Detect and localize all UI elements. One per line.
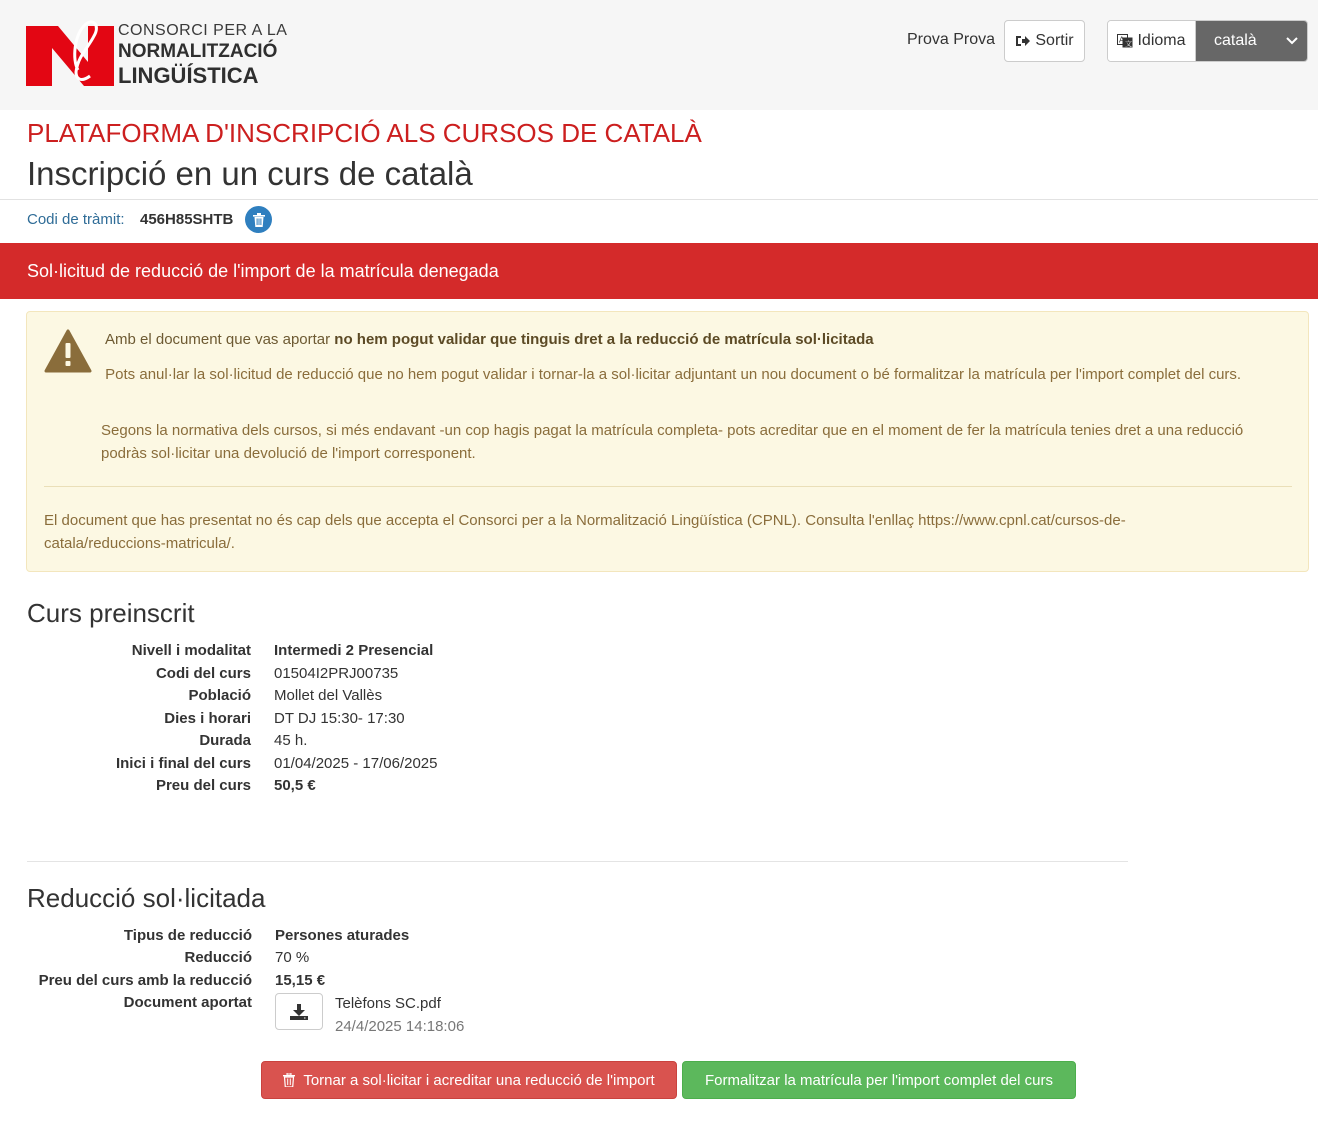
logo-line-2: NORMALITZACIÓ [118, 41, 278, 62]
download-document-button[interactable] [275, 993, 323, 1030]
reduction-key: Document aportat [123, 994, 252, 1011]
language-icon [1117, 33, 1133, 49]
reduction-value: Persones aturades [275, 927, 410, 944]
reduction-row-percent [0, 949, 600, 971]
retry-reduction-button[interactable] [261, 1061, 677, 1099]
section-divider [27, 861, 1128, 862]
document-name: Telèfons SC.pdf [335, 995, 441, 1012]
course-key: Nivell i modalitat [131, 642, 251, 659]
cpnl-logo[interactable] [26, 20, 286, 88]
page-title: Inscripció en un curs de català [27, 155, 473, 192]
formalize-enrollment-label: Formalitzar la matrícula per l'import complet del curs [705, 1071, 1053, 1089]
course-key: Preu del curs [155, 777, 251, 794]
trash-icon [283, 1073, 295, 1087]
formalize-enrollment-button[interactable] [682, 1061, 1076, 1099]
warning-paragraph-refund: Segons la normativa dels cursos, si més endavant -un cop hagis pagat la matrícula completa- pots acreditar que en el moment de fer la matrícula tenies dret a una reducció podràs sol·licitar una devolució de l'import corresponent. [101, 422, 1244, 462]
warning-paragraph-document: El document que has presentat no és cap dels que accepta el Consorci per a la Normalització Lingüística (CPNL). Consulta l'enllaç https://www.cpnl.cat/cursos-de-catala/reduccions-matricula/. [44, 512, 1126, 552]
course-key: Codi del curs [155, 665, 251, 682]
warning-main-bold: no hem pogut validar que tinguis dret a la reducció de matrícula sol·licitada [334, 331, 874, 348]
retry-reduction-label: Tornar a sol·licitar i acreditar una reducció de l'import [303, 1071, 655, 1089]
reduction-key: Preu del curs amb la reducció [38, 972, 252, 989]
logout-button[interactable] [1004, 20, 1085, 62]
course-row-schedule [0, 710, 600, 732]
course-value: 01/04/2025 - 17/06/2025 [274, 755, 438, 772]
warning-main-prefix: Amb el document que vas aportar [105, 331, 331, 348]
language-selected: català [1214, 32, 1257, 49]
platform-title: PLATAFORMA D'INSCRIPCIÓ ALS CURSOS DE CATALÀ [27, 118, 702, 148]
warning-icon [44, 329, 92, 373]
course-key: Durada [199, 732, 251, 749]
reduction-row-type [0, 927, 600, 949]
course-row-level [0, 642, 600, 664]
download-icon [290, 1004, 308, 1020]
user-name: Prova Prova [907, 31, 996, 48]
sign-out-icon [1015, 34, 1030, 48]
course-value: DT DJ 15:30- 17:30 [274, 710, 405, 727]
logo-line-1: CONSORCI PER A LA [118, 22, 288, 39]
language-selector [1107, 20, 1308, 62]
course-key: Inici i final del curs [115, 755, 251, 772]
header-bar [0, 0, 1318, 110]
logout-label: Sortir [1035, 32, 1074, 49]
course-value: 50,5 € [274, 777, 316, 794]
course-section-title: Curs preinscrit [27, 598, 195, 628]
course-row-duration [0, 732, 600, 754]
course-key: Població [188, 687, 251, 704]
warning-alert [26, 311, 1309, 572]
reduction-section-title: Reducció sol·licitada [27, 883, 266, 913]
reduction-key: Reducció [184, 949, 252, 966]
reduction-row-price [0, 972, 600, 994]
course-value: Mollet del Vallès [274, 687, 383, 704]
warning-paragraph-cancel [101, 363, 1281, 386]
course-value: 45 h. [274, 732, 308, 749]
cpnl-logo-mark [26, 20, 114, 86]
title-divider [0, 199, 1318, 200]
warning-divider [44, 486, 1292, 487]
language-label-box [1108, 21, 1196, 61]
course-row-price [0, 777, 600, 799]
procedure-code-label: Codi de tràmit: [27, 211, 125, 228]
reduction-value: 70 % [275, 949, 310, 966]
warning-main-text [105, 329, 1285, 351]
logo-line-3: LINGÜÍSTICA [118, 63, 259, 88]
course-row-code [0, 665, 600, 687]
course-value: Intermedi 2 Presencial [274, 642, 434, 659]
trash-icon [253, 213, 265, 227]
reduction-value: 15,15 € [275, 972, 326, 989]
course-value: 01504I2PRJ00735 [274, 665, 399, 682]
course-row-town [0, 687, 600, 709]
reduction-key: Tipus de reducció [123, 927, 252, 944]
chevron-down-icon [1285, 33, 1299, 47]
svg-text:文: 文 [1125, 41, 1133, 48]
procedure-code-value: 456H85SHTB [140, 211, 234, 228]
language-label: Idioma [1137, 32, 1186, 49]
course-row-dates [0, 755, 600, 777]
language-dropdown[interactable] [1196, 21, 1307, 61]
svg-text:A: A [1119, 35, 1125, 45]
status-banner: Sol·licitud de reducció de l'import de la matrícula denegada [0, 243, 1318, 299]
course-key: Dies i horari [164, 710, 251, 727]
delete-procedure-button[interactable] [245, 206, 272, 233]
document-date: 24/4/2025 14:18:06 [335, 1018, 465, 1035]
warning-paragraph-cancel-text: Pots anul·lar la sol·licitud de reducció que no hem pogut validar i tornar-la a sol·licitar adjuntant un nou document o bé formalitzar la matrícula per l'import complet del curs. [105, 366, 1242, 383]
